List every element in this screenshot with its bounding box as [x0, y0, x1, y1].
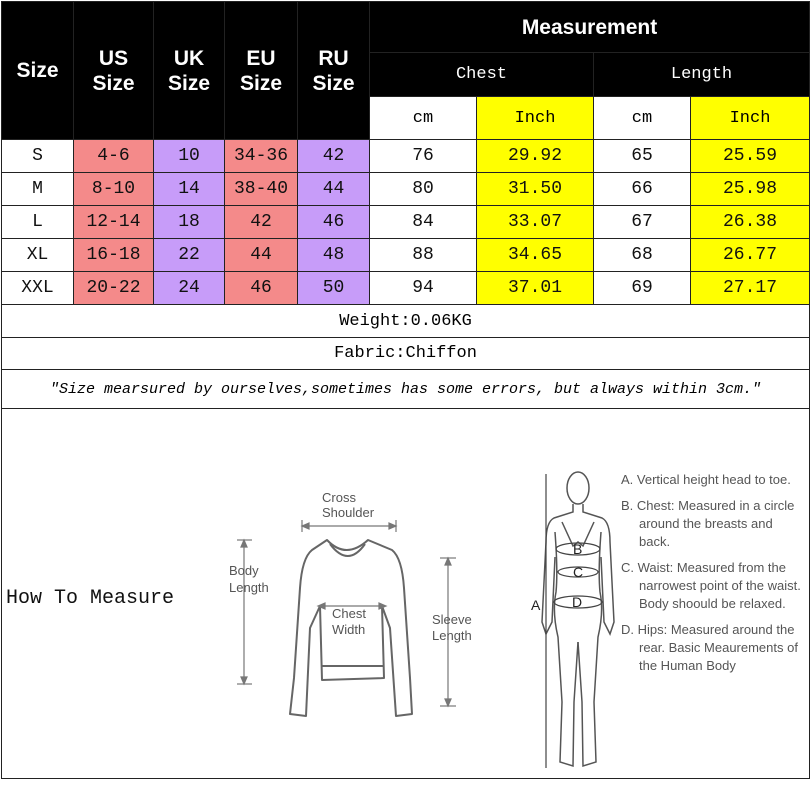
length-header: Length [594, 53, 810, 97]
size-cell: L [2, 206, 74, 239]
chest-inch-cell: 37.01 [477, 272, 594, 305]
chest-inch-cell: 33.07 [477, 206, 594, 239]
length-inch-cell: 26.38 [691, 206, 810, 239]
chest-inch-cell: 31.50 [477, 173, 594, 206]
weight-note: Weight:0.06KG [2, 305, 810, 338]
uk-cell: 10 [154, 140, 225, 173]
chest-cm-cell: 76 [370, 140, 477, 173]
length-cm-header: cm [594, 97, 691, 140]
length-inch-cell: 25.98 [691, 173, 810, 206]
size-header: Size [2, 2, 74, 140]
us-cell: 8-10 [74, 173, 154, 206]
table-row [2, 239, 810, 272]
size-cell: XXL [2, 272, 74, 305]
size-cell: M [2, 173, 74, 206]
body-length-label-1: Body [229, 563, 259, 578]
measurement-header: Measurement [370, 2, 810, 53]
letter-d: D [572, 594, 583, 610]
length-inch-cell: 27.17 [691, 272, 810, 305]
length-cm-cell: 69 [594, 272, 691, 305]
measurement-legend [621, 471, 801, 683]
chest-width-label-2: Width [332, 622, 366, 637]
fabric-note: Fabric:Chiffon [2, 338, 810, 370]
legend-item-a: A. Vertical height head to toe. [621, 472, 791, 487]
cross-shoulder-label-2: Shoulder [322, 505, 375, 520]
us-cell: 20-22 [74, 272, 154, 305]
eu-cell: 44 [225, 239, 298, 272]
length-cm-cell: 67 [594, 206, 691, 239]
eu-size-header: EU Size [225, 2, 298, 140]
eu-cell: 42 [225, 206, 298, 239]
disclaimer-note: "Size mearsured by ourselves,sometimes has some errors, but always within 3cm." [2, 370, 810, 409]
uk-cell: 24 [154, 272, 225, 305]
legend-item-c: C. Waist: Measured from the narrowest point of the waist. Body shoould be relaxed. [621, 560, 801, 611]
letter-b: B [573, 541, 583, 557]
table-row [2, 173, 810, 206]
table-row [2, 206, 810, 239]
chest-cm-cell: 84 [370, 206, 477, 239]
length-cm-cell: 66 [594, 173, 691, 206]
how-to-measure-label: How To Measure [6, 587, 175, 610]
chest-cm-cell: 88 [370, 239, 477, 272]
ru-cell: 42 [298, 140, 370, 173]
uk-cell: 18 [154, 206, 225, 239]
ru-size-header: RU Size [298, 2, 370, 140]
chest-width-label-1: Chest [332, 606, 366, 621]
eu-cell: 34-36 [225, 140, 298, 173]
table-row [2, 272, 810, 305]
human-figure [542, 472, 614, 766]
sleeve-length-label-2: Length [432, 628, 472, 643]
body-length-label-2: Length [229, 580, 269, 595]
ru-cell: 44 [298, 173, 370, 206]
us-cell: 12-14 [74, 206, 154, 239]
us-size-header: US Size [74, 2, 154, 140]
chest-cm-cell: 80 [370, 173, 477, 206]
length-inch-cell: 26.77 [691, 239, 810, 272]
cross-shoulder-label-1: Cross [322, 490, 356, 505]
chest-cm-cell: 94 [370, 272, 477, 305]
size-cell: XL [2, 239, 74, 272]
shirt-diagram [222, 478, 492, 748]
chest-inch-cell: 34.65 [477, 239, 594, 272]
table-row [2, 140, 810, 173]
chest-inch-header: Inch [477, 97, 594, 140]
sleeve-length-label-1: Sleeve [432, 612, 472, 627]
uk-size-header: UK Size [154, 2, 225, 140]
chest-header: Chest [370, 53, 594, 97]
length-cm-cell: 65 [594, 140, 691, 173]
uk-cell: 22 [154, 239, 225, 272]
eu-cell: 38-40 [225, 173, 298, 206]
chest-inch-cell: 29.92 [477, 140, 594, 173]
uk-cell: 14 [154, 173, 225, 206]
ru-cell: 50 [298, 272, 370, 305]
chest-cm-header: cm [370, 97, 477, 140]
legend-item-b: B. Chest: Measured in a circle around the breasts and back. [621, 498, 795, 549]
legend-item-d: D. Hips: Measured around the rear. Basic Meaurements of the Human Body [621, 622, 798, 673]
length-inch-cell: 25.59 [691, 140, 810, 173]
size-cell: S [2, 140, 74, 173]
length-inch-header: Inch [691, 97, 810, 140]
letter-a: A [531, 597, 541, 613]
us-cell: 4-6 [74, 140, 154, 173]
ru-cell: 46 [298, 206, 370, 239]
us-cell: 16-18 [74, 239, 154, 272]
length-cm-cell: 68 [594, 239, 691, 272]
letter-c: C [573, 564, 584, 580]
eu-cell: 46 [225, 272, 298, 305]
ru-cell: 48 [298, 239, 370, 272]
body-diagram [528, 462, 620, 780]
